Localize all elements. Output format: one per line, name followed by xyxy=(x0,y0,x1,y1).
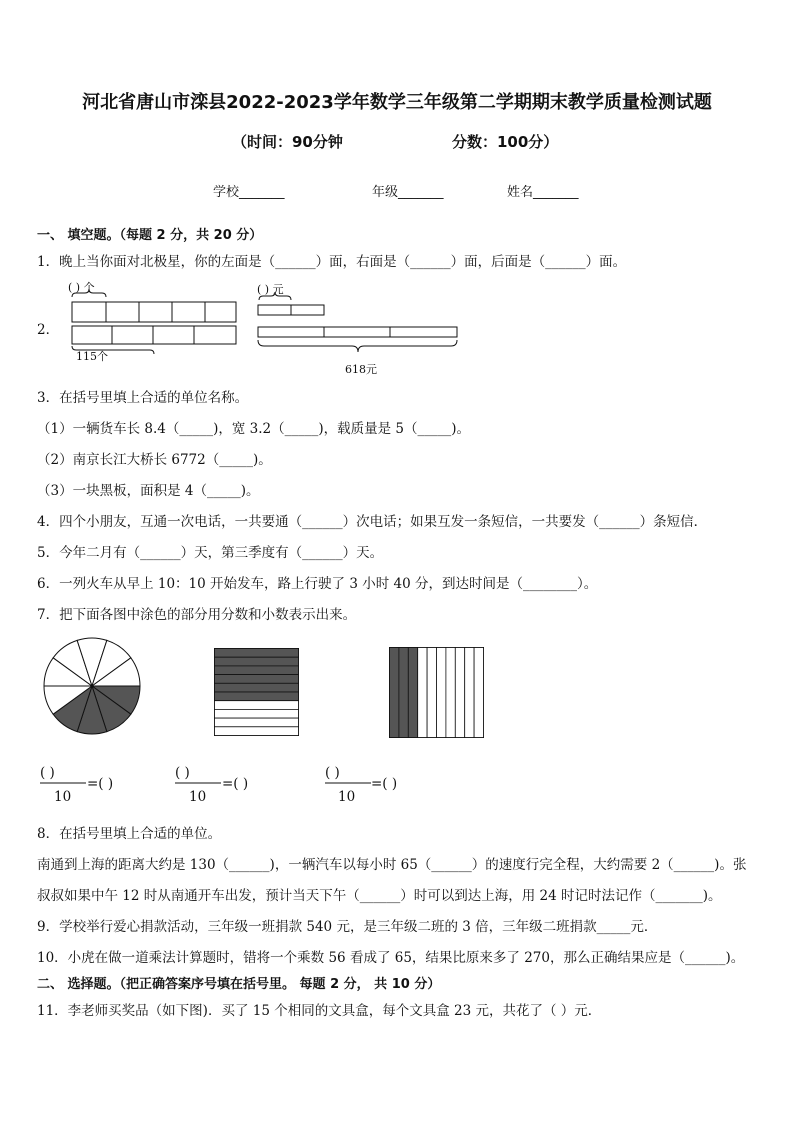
question-1: 1．晚上当你面对北极星，你的左面是（______）面，右面是（______）面，后面是（______）面。 xyxy=(37,254,627,270)
question-3-2: （2）南京长江大桥长 6772（_____)。 xyxy=(37,452,272,468)
column-shaded xyxy=(399,648,408,738)
question-8-line-1: 南通到上海的距离大约是 130（______)，一辆汽车以每小时 65（______）的速度行完全程，大约需要 2（______)。张 xyxy=(37,857,747,873)
row-shaded xyxy=(215,649,299,658)
column xyxy=(465,648,474,738)
question-9: 9．学校举行爱心捐款活动，三年级一班捐款 540 元，是三年级二班的 3 倍，三年级二班捐款_____元． xyxy=(37,919,658,935)
decimal-answer[interactable]: =( ) xyxy=(222,776,249,792)
column xyxy=(427,648,436,738)
q2-fig1-top-label: ( ) 个 xyxy=(68,281,95,294)
school-field[interactable]: 学校_______ xyxy=(213,185,285,200)
question-3: 3．在括号里填上合适的单位名称。 xyxy=(37,390,249,406)
q7-horizontal-square xyxy=(214,648,300,738)
question-4: 4．四个小朋友，互通一次电话，一共要通（______）次电话；如果互发一条短信，一共要发（______）条短信． xyxy=(37,514,708,530)
column-shaded xyxy=(390,648,399,738)
question-8-line-2: 叔叔如果中午 12 时从南通开车出发，预计当天下午（______）时可以到达上海，用 24 时记时法记作（_______)。 xyxy=(37,888,722,904)
page-title: 河北省唐山市滦县2022-2023学年数学三年级第二学期期末教学质量检测试题 xyxy=(82,92,712,113)
row-shaded xyxy=(215,692,299,701)
question-6: 6．一列火车从早上 10：10 开始发车，路上行驶了 3 小时 40 分，到达时间是（________）。 xyxy=(37,576,598,592)
column xyxy=(474,648,483,738)
fraction-numerator[interactable]: ( ) xyxy=(325,765,340,781)
fraction-denominator: 10 xyxy=(189,789,207,805)
row-shaded xyxy=(215,683,299,692)
row xyxy=(215,701,299,710)
question-3-1: （1）一辆货车长 8.4（_____)，宽 3.2（_____)，载质量是 5（_____)。 xyxy=(37,421,471,437)
row xyxy=(215,709,299,718)
section-heading-fill: 一、 填空题。（每题 2 分，共 20 分） xyxy=(37,228,263,243)
row-shaded xyxy=(215,675,299,684)
fraction-denominator: 10 xyxy=(54,789,72,805)
q2-fig1-bottom-label: 115个 xyxy=(76,350,108,363)
question-11: 11．李老师买奖品（如下图)．买了 15 个相同的文具盒，每个文具盒 23 元，共花了（ ）元． xyxy=(37,1003,602,1019)
column xyxy=(437,648,446,738)
grade-field[interactable]: 年级_______ xyxy=(372,185,444,200)
question-3-3: （3）一块黑板，面积是 4（_____)。 xyxy=(37,483,260,499)
fraction-numerator[interactable]: ( ) xyxy=(175,765,190,781)
decimal-answer[interactable]: =( ) xyxy=(87,776,114,792)
row xyxy=(215,727,299,736)
exam-score: 分数：100分） xyxy=(452,133,559,151)
q2-fig2-top-label: ( ) 元 xyxy=(257,283,284,296)
column-shaded xyxy=(408,648,417,738)
column xyxy=(446,648,455,738)
q2-fig2-bottom-label: 618元 xyxy=(345,363,377,376)
row-shaded xyxy=(215,666,299,675)
fraction-numerator[interactable]: ( ) xyxy=(40,765,55,781)
question-2-label: 2． xyxy=(37,322,60,338)
exam-time: （时间：90分钟 xyxy=(232,133,343,151)
row xyxy=(215,718,299,727)
decimal-answer[interactable]: =( ) xyxy=(371,776,398,792)
question-7: 7．把下面各图中涂色的部分用分数和小数表示出来。 xyxy=(37,607,357,623)
row-shaded xyxy=(215,657,299,666)
name-field[interactable]: 姓名_______ xyxy=(507,185,579,200)
q7-vertical-square xyxy=(389,647,485,739)
question-8: 8．在括号里填上合适的单位。 xyxy=(37,826,222,842)
column xyxy=(455,648,464,738)
fraction-denominator: 10 xyxy=(338,789,356,805)
question-10: 10．小虎在做一道乘法计算题时，错将一个乘数 56 看成了 65，结果比原来多了 270，那么正确结果应是（______)。 xyxy=(37,950,745,966)
column xyxy=(418,648,427,738)
section-heading-choice: 二、 选择题。（把正确答案序号填在括号里。 每题 2 分， 共 10 分） xyxy=(37,977,441,992)
question-5: 5．今年二月有（______）天，第三季度有（______）天。 xyxy=(37,545,384,561)
